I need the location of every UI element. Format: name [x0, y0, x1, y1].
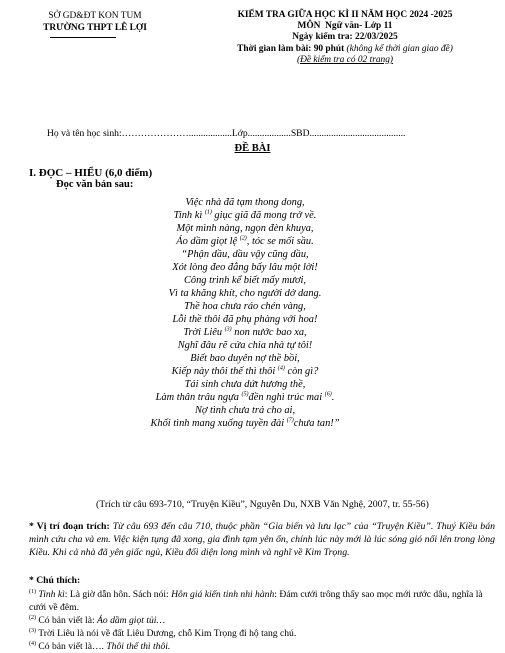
notes-label: * Chú thích:	[29, 575, 81, 586]
poem-line: Việc nhà đã tạm thong dong,	[185, 197, 305, 208]
excerpt-position-label: * Vị trí đoạn trích:	[29, 521, 110, 532]
poem-line: Công trình kể biết mấy mươi,	[183, 275, 307, 286]
excerpt-position	[29, 521, 495, 559]
poem-line: Vì ta khăng khít, cho người dở dang.	[168, 288, 322, 299]
pages-note: (Đề kiểm tra có 02 trang)	[296, 54, 394, 65]
poem-line: Xót lòng đeo đẳng bấy lâu một lời!	[172, 262, 318, 273]
header-right	[190, 10, 500, 66]
poem-line: Tinh kì $^{(1)}$ giục giã đã mong trở về.	[173, 209, 317, 221]
page-title: ĐỀ BÀI	[234, 143, 271, 154]
note-item: $^{(1)}$ Tinh kì: Là giờ dẫn hôn. Sách nói: Hôn giá kiến tinh nhi hành: Đám cưới trông thấy sao mọc mới rước dâu, nghĩa là cưới về đêm.	[29, 588, 483, 613]
poem-line: Biết bao duyên nợ thề bồi,	[190, 353, 300, 364]
poem-line: Trời Liêu $^{(3)}$ non nước bao xa,	[183, 326, 307, 338]
poem-line: Thề hoa chưa ráo chén vàng,	[184, 301, 306, 312]
excerpt-position-text: Từ câu 693 đến câu 710, thuộc phần “Gia biến và lưu lạc” của “Truyện Kiều”. Thuý Kiều bán mình cứu cha và em. Việc kiện tụng đã xong, gia đình tạm yên ổn, chính lúc này mới là lúc sóng gió nổi lên trong lòng Kiều. Khi cả nhà đã yên giấc ngủ, Kiều đối diện long mình và nghĩ về Kim Trọng.	[29, 521, 495, 558]
student-info-line: Họ và tên học sinh:…………………..................Lớp..................SBD........................................	[47, 128, 406, 139]
exam-date: Ngày kiểm tra: 22/03/2025	[292, 32, 398, 43]
poem-line: Làm thân trâu ngựa $^{(5)}$đền nghì trúc mai $^{(6)}$.	[155, 391, 335, 403]
poem-line: Lỗi thề thôi đã phụ phàng với hoa!	[172, 314, 318, 325]
section-heading: I. ĐỌC – HIỂU (6,0 điểm)	[29, 167, 153, 179]
school-underline	[50, 37, 116, 38]
subject-name: Ngữ văn- Lớp 11	[325, 21, 393, 32]
exam-title: KIỂM TRA GIỮA HỌC KÌ II NĂM HỌC 2024 -2025	[237, 10, 453, 20]
note-item: $^{(2)}$ Có bản viết là: Áo dầm giọt tủi…	[29, 614, 165, 626]
poem-line: Kiếp này thôi thế thì thôi $^{(4)}$ còn gì?	[171, 365, 319, 377]
note-item: $^{(4)}$ Có bản viết là…. Thôi thế thì thôi.	[29, 640, 171, 652]
read-instruction: Đọc văn bản sau:	[56, 179, 134, 190]
poem-line: Khối tình mang xuống tuyền đài $^{(7)}$chưa tan!”	[150, 417, 340, 429]
subject-line	[190, 21, 500, 32]
poem-line: Áo dầm giọt lệ $^{(2)}$, tóc se mối sầu.	[176, 235, 314, 247]
note-item: $^{(3)}$ Trời Liêu là nói về đất Liêu Dương, chỗ Kim Trọng đi hộ tang chú.	[29, 627, 297, 639]
poem-line: Nợ tình chưa trả cho ai,	[194, 405, 296, 416]
poem-line: Một mình nàng, ngọn đèn khuya,	[176, 223, 314, 234]
poem-line: Tái sinh chưa dứt hương thề,	[184, 379, 306, 390]
poem-line: Nghĩ đâu rẽ cửa chia nhà tự tôi!	[177, 340, 313, 351]
time-line	[190, 44, 500, 55]
department-name: SỞ GD&ĐT KON TUM	[48, 11, 142, 21]
poem-line: “Phận dầu, dầu vậy cũng dầu,	[181, 249, 309, 260]
citation: (Trích từ câu 693-710, “Truyện Kiều”, Nguyễn Du, NXB Văn Nghệ, 2007, tr. 55-56)	[96, 499, 429, 510]
time-note: (không kể thời gian giao đề)	[346, 43, 453, 54]
header-left	[30, 10, 160, 34]
school-name: TRƯỜNG THPT LÊ LỢI	[43, 23, 147, 33]
subject-label: MÔN	[297, 21, 321, 32]
time-limit: Thời gian làm bài: 90 phút	[237, 43, 345, 54]
